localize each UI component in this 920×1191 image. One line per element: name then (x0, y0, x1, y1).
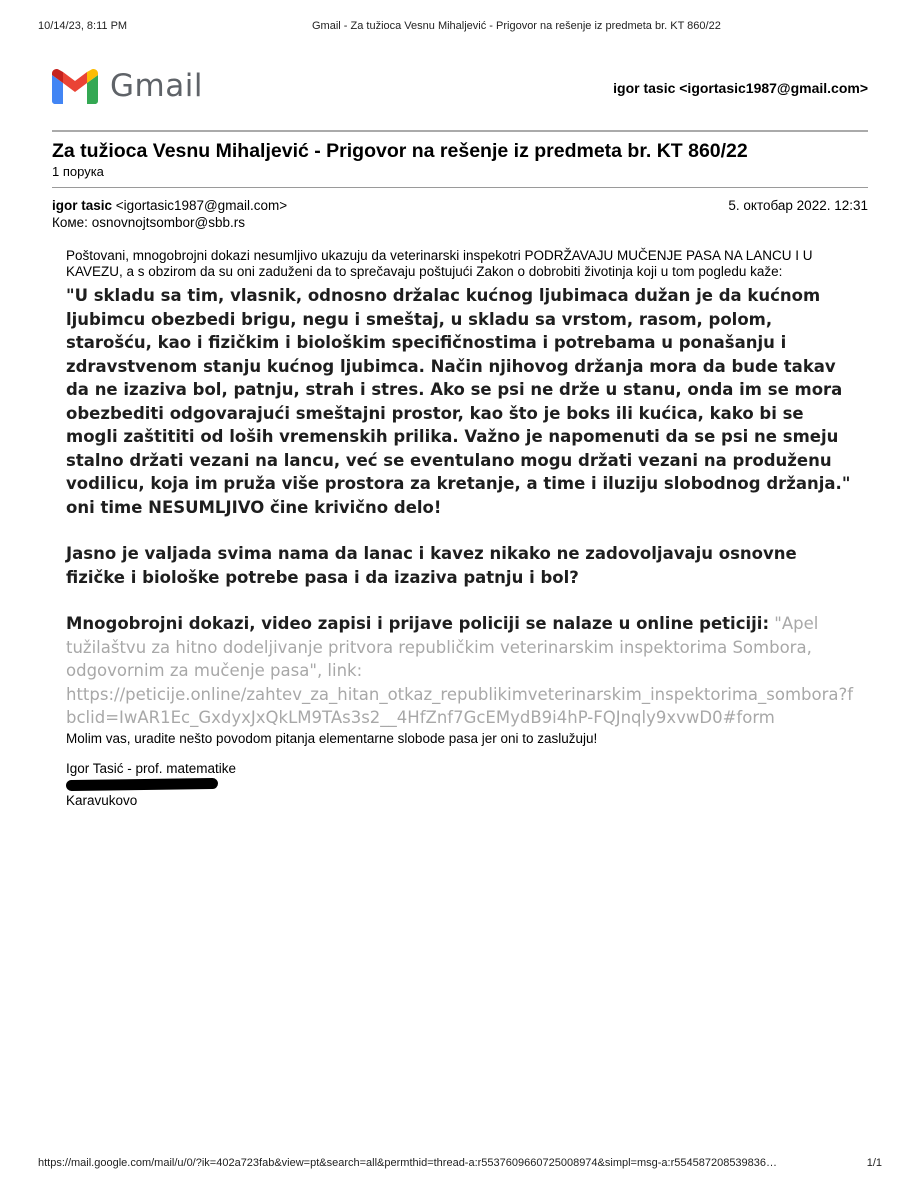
thread-subject: Za tužioca Vesnu Mihaljević - Prigovor na rešenje iz predmeta br. KT 860/22 (52, 140, 748, 162)
print-url: https://mail.google.com/mail/u/0/?ik=402a723fab&view=pt&search=all&permthid=thread-a:r5537609660725008974&simpl=msg-a:r554587208539836… (38, 1157, 778, 1169)
petition-link[interactable]: https://peticije.online/zahtev_za_hitan_otkaz_republikimveterinarskim_inspektorima_sombora?fbclid=IwAR1Ec_GxdyxJxQkLM9TAs3s2__4HfZnf7GcEMydB9i4hP-FQJnqly9xvwD0#form (66, 684, 854, 727)
closing-paragraph: Molim vas, uradite nešto povodom pitanja elementarne slobode pasa jer oni to zaslužuju! (66, 730, 598, 746)
sender-email: <igortasic1987@gmail.com> (115, 198, 288, 213)
petition-paragraph (66, 612, 858, 730)
print-datetime: 10/14/23, 8:11 PM (38, 20, 128, 32)
redaction-mark (66, 777, 218, 790)
header-divider (52, 130, 868, 132)
signature-place: Karavukovo (66, 792, 138, 808)
account-identity: igor tasic <igortasic1987@gmail.com> (613, 80, 868, 96)
signature-name: Igor Tasić - prof. matematike (66, 760, 237, 776)
page-number: 1/1 (866, 1157, 882, 1169)
message-date: 5. октобар 2022. 12:31 (728, 198, 868, 213)
print-page-title: Gmail - Za tužioca Vesnu Mihaljević - Prigovor na rešenje iz predmeta br. KT 860/22 (312, 20, 721, 32)
question-paragraph: Jasno je valjada svima nama da lanac i kavez nikako ne zadovoljavaju osnovne fizičke i biološke potrebe pasa i da izaziva patnju i bol? (66, 544, 797, 587)
petition-lead: Mnogobrojni dokazi, video zapisi i prijave policiji se nalaze u online peticiji: (66, 614, 770, 633)
signature (66, 761, 858, 790)
recipient (52, 215, 245, 230)
gmail-logo[interactable] (52, 66, 203, 106)
message-body (66, 248, 858, 809)
petition-title: "Apel tužilaštvu za hitno dodeljivanje pritvora republičkim veterinarskim inspektorima Sombora, odgovornim za mučenje pasa", link: (66, 614, 819, 680)
message-divider (52, 187, 868, 188)
sender (52, 198, 287, 213)
quote-paragraph: "U skladu sa tim, vlasnik, odnosno držalac kućnog ljubimaca dužan je da kućnom ljubimcu obezbedi brigu, negu i smeštaj, u skladu sa vrstom, rasom, polom, starošću, kao i fizičkim i biološkim specifičnostima i potrebama u ponašanju i zdravstvenom stanju kućnog ljubimca. Način njihovog držanja mora da bude takav da ne izaziva bol, patnju, strah i stres. Ako se psi ne drže u stanu, onda im se mora obezbediti odgovarajući smeštajni prostor, kao što je boks ili kućica, kako bi se mogli zaštititi od loših vremenskih prilika. Važno je napomenuti da se psi ne smeju stalno držati vezani na lancu, već se eventulano mogu držati vezani na produženu vodilicu, koja im pruža više prostora za kretanje, a time i iluziju slobodnog držanja." oni time NESUMLJIVO čine krivično delo! (66, 286, 851, 517)
sender-name: igor tasic (52, 198, 113, 213)
recipient-email: osnovnojtsombor@sbb.rs (91, 215, 245, 230)
message-count: 1 порука (52, 164, 104, 179)
gmail-wordmark: Gmail (110, 68, 203, 104)
print-header (0, 0, 920, 34)
intro-paragraph: Poštovani, mnogobrojni dokazi nesumljivo ukazuju da veterinarski inspekotri PODRŽAVAJU MUČENJE PASA NA LANCU I U KAVEZU, a s obzirom da su oni zaduženi da to sprečavaju poštujući Zakon o dobrobiti životinja koji u tom pogledu kaže: (66, 248, 813, 279)
recipient-label: Коме: (52, 215, 88, 230)
gmail-m-logo-icon (52, 69, 98, 104)
